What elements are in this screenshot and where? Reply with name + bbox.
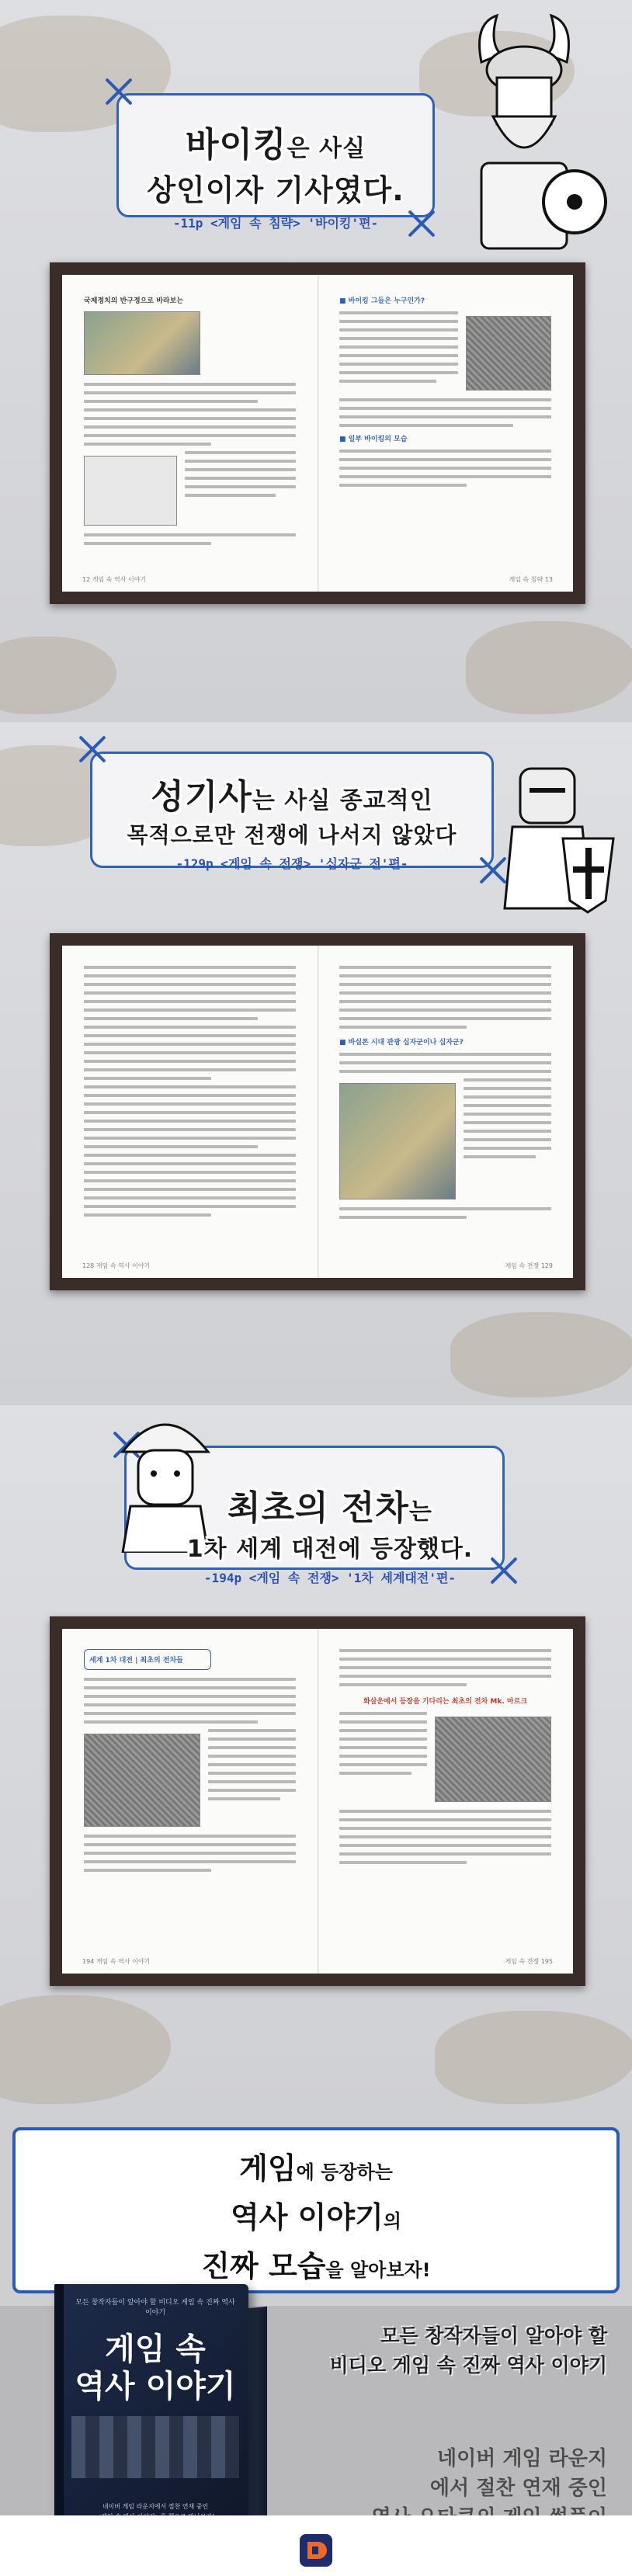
viking-icon — [435, 8, 613, 256]
viking-headline — [116, 116, 435, 231]
callout-keyword: 게임 — [239, 2151, 297, 2185]
map-decoration — [450, 1312, 632, 1397]
running-head: 게임 속 전쟁 — [505, 1958, 540, 1965]
product-tagline — [330, 2321, 607, 2380]
publisher-logo-icon — [298, 2533, 334, 2568]
tagline-line: 모든 창작자들이 알아야 할 — [380, 2324, 607, 2347]
running-head: 게임 속 역사 이야기 — [95, 1958, 151, 1965]
page-reference: -194p <게임 속 전쟁> '1차 세계대전'편- — [203, 1571, 457, 1585]
tank-photo-image — [435, 1717, 551, 1802]
headline-text: 는 — [408, 1498, 432, 1526]
tank-headline — [155, 1480, 505, 1586]
page-number: 129 — [540, 1262, 553, 1269]
crossed-swords-icon — [75, 731, 110, 767]
painting-image — [84, 311, 200, 375]
page-number: 194 — [82, 1958, 95, 1965]
running-head: 게임 속 전쟁 — [505, 1262, 540, 1269]
book-page-left — [62, 946, 318, 1278]
viking-character-illustration — [435, 8, 613, 256]
tank-section — [0, 1405, 632, 2119]
running-head: 게임 속 역사 이야기 — [92, 576, 147, 583]
viking-section — [0, 0, 632, 722]
tagline-line: 비디오 게임 속 진짜 역사 이야기 — [329, 2354, 607, 2376]
section-heading: ■ 일부 바이킹의 모습 — [339, 436, 408, 443]
running-head: 게임 속 역사 이야기 — [95, 1262, 151, 1269]
figure-caption: 화살운에서 등장을 기다리는 최초의 전차 Mk. 마르크 — [363, 1698, 528, 1706]
page-number: 13 — [544, 576, 553, 583]
book-page-right — [318, 275, 573, 592]
headline-text: 은 사실 — [286, 135, 366, 162]
crossed-swords-icon — [101, 74, 137, 109]
book-page-right — [318, 1629, 573, 1974]
callout-text: 에 등장하는 — [296, 2161, 393, 2183]
callout-box — [12, 2127, 620, 2293]
manuscript-image — [339, 1083, 456, 1199]
map-image — [84, 456, 177, 526]
tank-photo-image — [84, 1734, 200, 1827]
running-head: 게임 속 침략 — [509, 576, 543, 583]
headline-keyword: 바이킹 — [186, 125, 287, 165]
callout-section — [0, 2119, 632, 2306]
cover-blurb-line: 네이버 게임 라운지에서 절찬 연재 중인 — [102, 2503, 209, 2510]
headline-text: 는 사실 종교적인 — [252, 787, 433, 814]
book-spread-paladin — [50, 933, 585, 1290]
map-decoration — [435, 2011, 632, 2104]
cover-artwork — [71, 2416, 239, 2478]
footer — [0, 2515, 632, 2576]
book-page-right — [318, 946, 573, 1278]
callout-keyword: 진짜 모습 — [201, 2249, 326, 2283]
headline-line2: 상인이자 기사였다. — [147, 173, 405, 207]
engraving-image — [466, 316, 551, 391]
headline-line2: 목적으로만 전쟁에 나서지 않았다 — [127, 822, 457, 848]
section-heading: ■ 바이킹 그들은 누구인가? — [339, 297, 425, 305]
map-decoration — [466, 621, 632, 714]
cover-title — [71, 2331, 239, 2405]
box-heading: 세계 1차 대전 | 최초의 전차들 — [89, 1657, 183, 1665]
paladin-headline — [90, 769, 494, 872]
cover-title-line: 역사 이야기 — [75, 2369, 236, 2404]
cover-subtitle: 모든 창작자들이 알아야 할 비디오 게임 속 진짜 역사 이야기 — [75, 2299, 235, 2317]
callout-text: 을 알아보자! — [325, 2259, 431, 2281]
book-spread-tank — [50, 1616, 585, 1986]
book-page-left — [62, 275, 318, 592]
page-number: 195 — [540, 1958, 553, 1965]
knight-icon — [489, 753, 621, 916]
page-number: 12 — [82, 576, 91, 583]
map-decoration — [0, 637, 116, 714]
headline-keyword: 성기사 — [151, 777, 252, 817]
paladin-section — [0, 722, 632, 1405]
map-decoration — [0, 1995, 171, 2104]
book-page-left — [62, 1629, 318, 1974]
paladin-character-illustration — [489, 753, 621, 916]
callout-keyword: 역사 이야기 — [231, 2200, 384, 2234]
headline-keyword: 최초의 전차 — [227, 1488, 409, 1528]
callout-text: 의 — [383, 2210, 401, 2232]
promo-line: 네이버 게임 라운지 — [436, 2447, 607, 2470]
page-heading: 국제정치의 반구정으로 바라보는 — [84, 297, 183, 305]
book-spread-viking — [50, 262, 585, 604]
headline-line2: 1차 세계 대전에 등장했다. — [186, 1536, 474, 1563]
promo-line: 에서 절찬 연재 중인 — [429, 2477, 607, 2500]
page-reference: -129p <게임 속 전쟁> '십자군 전'편- — [175, 856, 408, 871]
page-reference: -11p <게임 속 침략> '바이킹'편- — [172, 216, 379, 231]
cover-title-line: 게임 속 — [105, 2331, 206, 2367]
section-heading: ■ 바실폰 시대 관광 십자군이나 십자군? — [339, 1039, 464, 1047]
page-number: 128 — [82, 1262, 95, 1269]
